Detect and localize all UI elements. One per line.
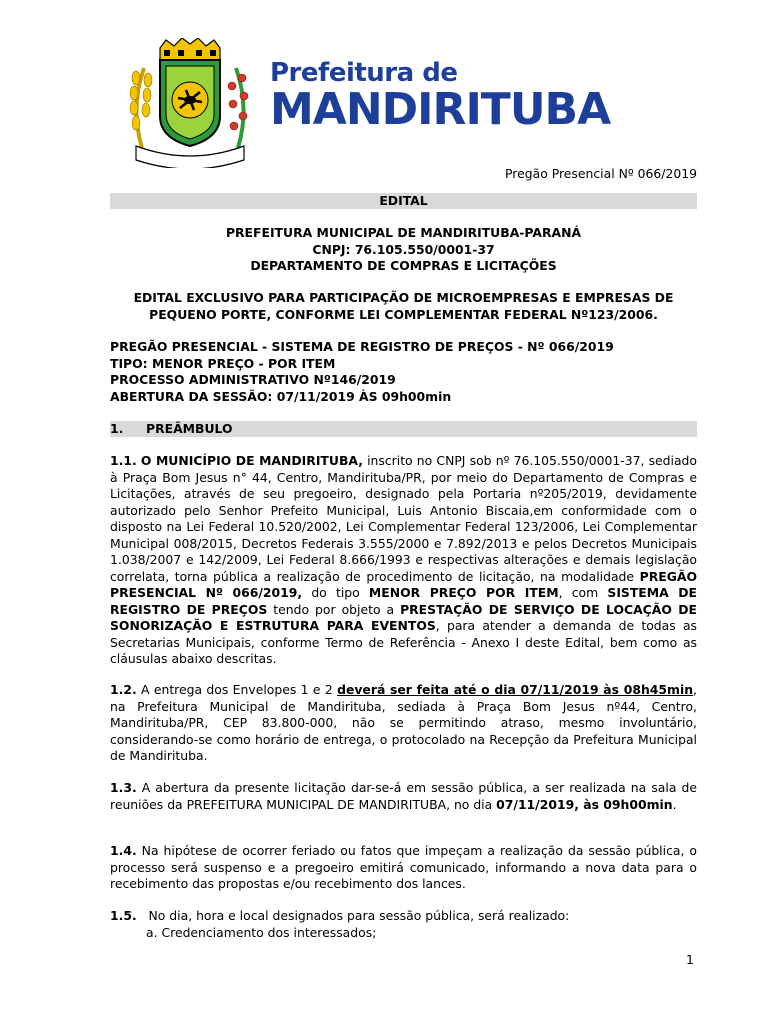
paragraph-text: , com [558,585,608,600]
paragraph-text: , na Prefeitura Municipal de Mandirituba, sediada à Praça Bom Jesus nº44, Centro, Mandirituba/PR, CEP 83.800-000, não se permitindo atraso, mesmo involuntário, considerando-se como horário de entrega, o protocolado na Recepção da Prefeitura Municipal de Mandirituba. [110,682,697,763]
paragraph-emphasis: PREGÃO PRESENCIAL Nº 066/2019, [110,568,697,600]
paragraph-text: No dia, hora e local designados para sessão pública, será realizado: [148,908,570,923]
paragraph-1-4 [110,843,697,893]
info-modality: PREGÃO PRESENCIAL - SISTEMA DE REGISTRO DE PREÇOS - Nº 066/2019 [110,339,614,354]
header-logo [120,38,680,170]
paragraph-1-3 [110,780,697,813]
edital-title: EDITAL [110,193,697,209]
paragraph-number: 1.2. [110,682,137,697]
paragraph-text: , para atender a demanda de todas as Secretarias Municipais, conforme Termo de Referência - Anexo I deste Edital, bem como as cláusulas abaixo descritas. [110,618,697,666]
procurement-info [110,339,697,405]
info-opening: ABERTURA DA SESSÃO: 07/11/2019 ÀS 09h00min [110,388,452,404]
process-reference: Pregão Presencial Nº 066/2019 [505,166,697,181]
paragraph-emphasis: SISTEMA DE REGISTRO DE PREÇOS [110,585,698,617]
paragraph-lead: O MUNICÍPIO DE MANDIRITUBA, [140,453,363,468]
org-name: PREFEITURA MUNICIPAL DE MANDIRITUBA-PARANÁ [225,225,582,240]
paragraph-number: 1.1. [110,453,137,468]
paragraph-text: . [672,796,677,812]
paragraph-number: 1.4. [110,843,137,858]
paragraph-text: A abertura da presente licitação dar-se-á em sessão pública, a ser realizada na sala de reuniões da PREFEITURA MUNICIPAL DE MANDIRITUBA, no dia [110,780,697,812]
list-item: a. Credenciamento dos interessados; [146,924,377,940]
org-cnpj: CNPJ: 76.105.550/0001-37 [312,241,495,257]
paragraph-text: inscrito no CNPJ sob nº 76.105.550/0001-37, sediado à Praça Bom Jesus n° 44, Centro, Mandirituba/PR, por meio do Departamento de Compras e Licitações, através de seu pregoeiro, designado pela Portaria nº205/2019, devidamente autorizado pelo Senhor Prefeito Municipal, Luis Antonio Biscaia,em conformidade com o disposto na Lei Federal 10.520/2002, Lei Complementar Federal 123/2006, Lei Complementar Municipal 008/2015, Decretos Federais 3.555/2000 e 7.892/2013 e pelos Decretos Municipais 1.038/2007 e 142/2009, Lei Federal 8.666/1993 e respectivas alterações e demais legislação correlata, torna pública a realização de procedimento de licitação, na modalidade [110,453,698,584]
org-department: DEPARTAMENTO DE COMPRAS E LICITAÇÕES [250,258,557,273]
section-preambulo [110,421,697,437]
info-process: PROCESSO ADMINISTRATIVO Nº146/2019 [110,372,396,387]
paragraph-1-5 [110,908,697,941]
coat-of-arms-icon [120,38,260,168]
paragraph-number: 1.3. [110,780,137,795]
section-title: PREÂMBULO [146,421,233,436]
paragraph-text: do tipo [302,585,369,600]
brand-line-1: Prefeitura de [270,58,458,88]
paragraph-emphasis: 07/11/2019, às 09h00min [496,796,673,812]
paragraph-text: tendo por objeto a [267,601,401,617]
paragraph-emphasis: deverá ser feita até o dia 07/11/2019 às 08h45min [337,682,694,697]
organization-block [110,225,697,275]
paragraph-1-2 [110,682,697,765]
section-number: 1. [110,421,124,436]
brand-line-2: MANDIRITUBA [270,84,611,135]
paragraph-emphasis: MENOR PREÇO POR ITEM [368,585,559,600]
paragraph-1-1 [110,453,697,668]
paragraph-number: 1.5. [110,908,137,923]
paragraph-text: Na hipótese de ocorrer feriado ou fatos que impeçam a realização da sessão pública, o processo será suspenso e a pregoeiro emitirá comunicado, informando a nova data para o recebimento das propostas e/ou recebimento dos lances. [110,843,697,891]
page-number: 1 [686,952,694,967]
paragraph-text: A entrega dos Envelopes 1 e 2 [136,682,338,697]
exclusive-notice: EDITAL EXCLUSIVO PARA PARTICIPAÇÃO DE MICROEMPRESAS E EMPRESAS DE PEQUENO PORTE, CONFORME LEI COMPLEMENTAR FEDERAL Nº123/2006. [133,290,674,322]
info-type: TIPO: MENOR PREÇO - POR ITEM [110,355,336,371]
paragraph-emphasis: PRESTAÇÃO DE SERVIÇO DE LOCAÇÃO DE SONORIZAÇÃO E ESTRUTURA PARA EVENTOS [110,601,698,633]
